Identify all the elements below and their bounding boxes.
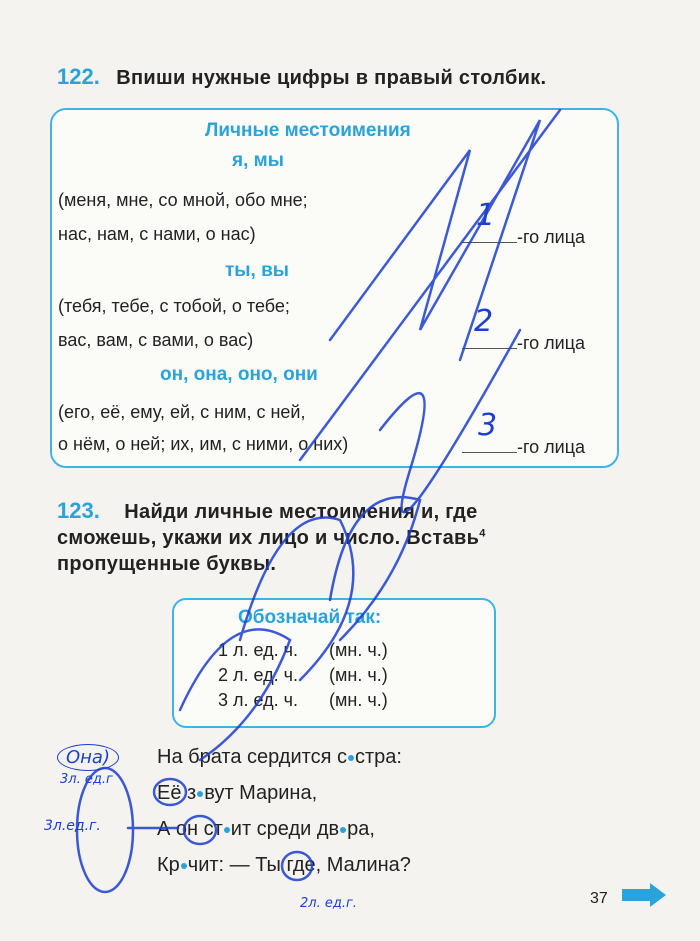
poem-text: ит среди дв: [230, 818, 340, 840]
pronouns-third-person: он, она, оно, они: [160, 364, 318, 385]
forms-line: (тебя, тебе, с тобой, о тебе;: [58, 296, 290, 316]
poem-text: А он ст: [157, 818, 223, 840]
legend-plural: (мн. ч.): [329, 665, 388, 685]
forms-line: (меня, мне, со мной, обо мне;: [58, 190, 308, 210]
instruction-text: сможешь, укажи их лицо и число. Вставь: [57, 527, 480, 549]
pronouns-first-person: я, мы: [232, 150, 284, 171]
handwritten-ona: Она): [57, 744, 119, 771]
footnote-marker: 4: [479, 527, 486, 540]
exercise-instruction: Впиши нужные цифры в правый столбик.: [116, 67, 547, 89]
scribble-circle: [77, 768, 133, 892]
handwritten-answer-3: 3: [478, 408, 498, 443]
scribble-circle: [184, 816, 216, 844]
handwritten-ona-note: 3л. ед.г: [60, 772, 113, 787]
suffix-label: -го лица: [517, 227, 586, 247]
scribble-circle: [282, 852, 312, 880]
legend-singular: 2 л. ед. ч.: [218, 665, 299, 685]
legend-singular: 3 л. ед. ч.: [218, 690, 299, 710]
suffix-label: -го лица: [517, 437, 586, 457]
legend-singular: 1 л. ед. ч.: [218, 640, 299, 660]
scribble-circle: [154, 779, 186, 805]
pronouns-second-person: ты, вы: [225, 260, 289, 281]
exercise-number: 122.: [57, 64, 100, 89]
poem-text: чит: — Ты где, Малина?: [187, 854, 411, 876]
scribble-stroke: [180, 629, 290, 760]
poem-text: Её з: [157, 782, 197, 804]
poem-text: Кр: [157, 854, 180, 876]
exercise-number: 123.: [57, 498, 100, 523]
poem-text: На брата сердится с: [157, 746, 347, 768]
page-number: 37: [590, 890, 608, 907]
legend-title: Обозначай так:: [238, 607, 382, 628]
scribble-stroke: [300, 110, 560, 460]
forms-line: (его, её, ему, ей, с ним, с ней,: [58, 402, 306, 422]
poem-text: стра:: [354, 746, 402, 768]
legend-plural: (мн. ч.): [329, 690, 388, 710]
poem-text: вут Марина,: [204, 782, 318, 804]
handwritten-answer-1: 1: [476, 198, 496, 233]
handwritten-ty-note: 2л. ед.г.: [300, 896, 357, 911]
legend-plural: (мн. ч.): [329, 640, 388, 660]
handwritten-on-note: 3л.ед.г.: [44, 818, 101, 834]
forms-line: о нём, о ней; их, им, с ними, о них): [58, 434, 349, 454]
exercise-instruction-line1: Найди личные местоимения и, где: [124, 501, 478, 523]
poem-text: ра,: [347, 818, 375, 840]
scribble-stroke: [380, 330, 520, 512]
forms-line: вас, вам, с вами, о вас): [58, 330, 254, 350]
forms-line: нас, нам, с нами, о нас): [58, 224, 256, 244]
suffix-label: -го лица: [517, 333, 586, 353]
scribble-stroke: [330, 120, 540, 360]
box-title: Личные местоимения: [205, 120, 411, 141]
next-page-arrow-icon[interactable]: [620, 882, 668, 908]
scribble-stroke: [240, 518, 353, 681]
handwritten-answer-2: 2: [474, 304, 494, 339]
exercise-instruction-line3: пропущенные буквы.: [57, 553, 277, 575]
